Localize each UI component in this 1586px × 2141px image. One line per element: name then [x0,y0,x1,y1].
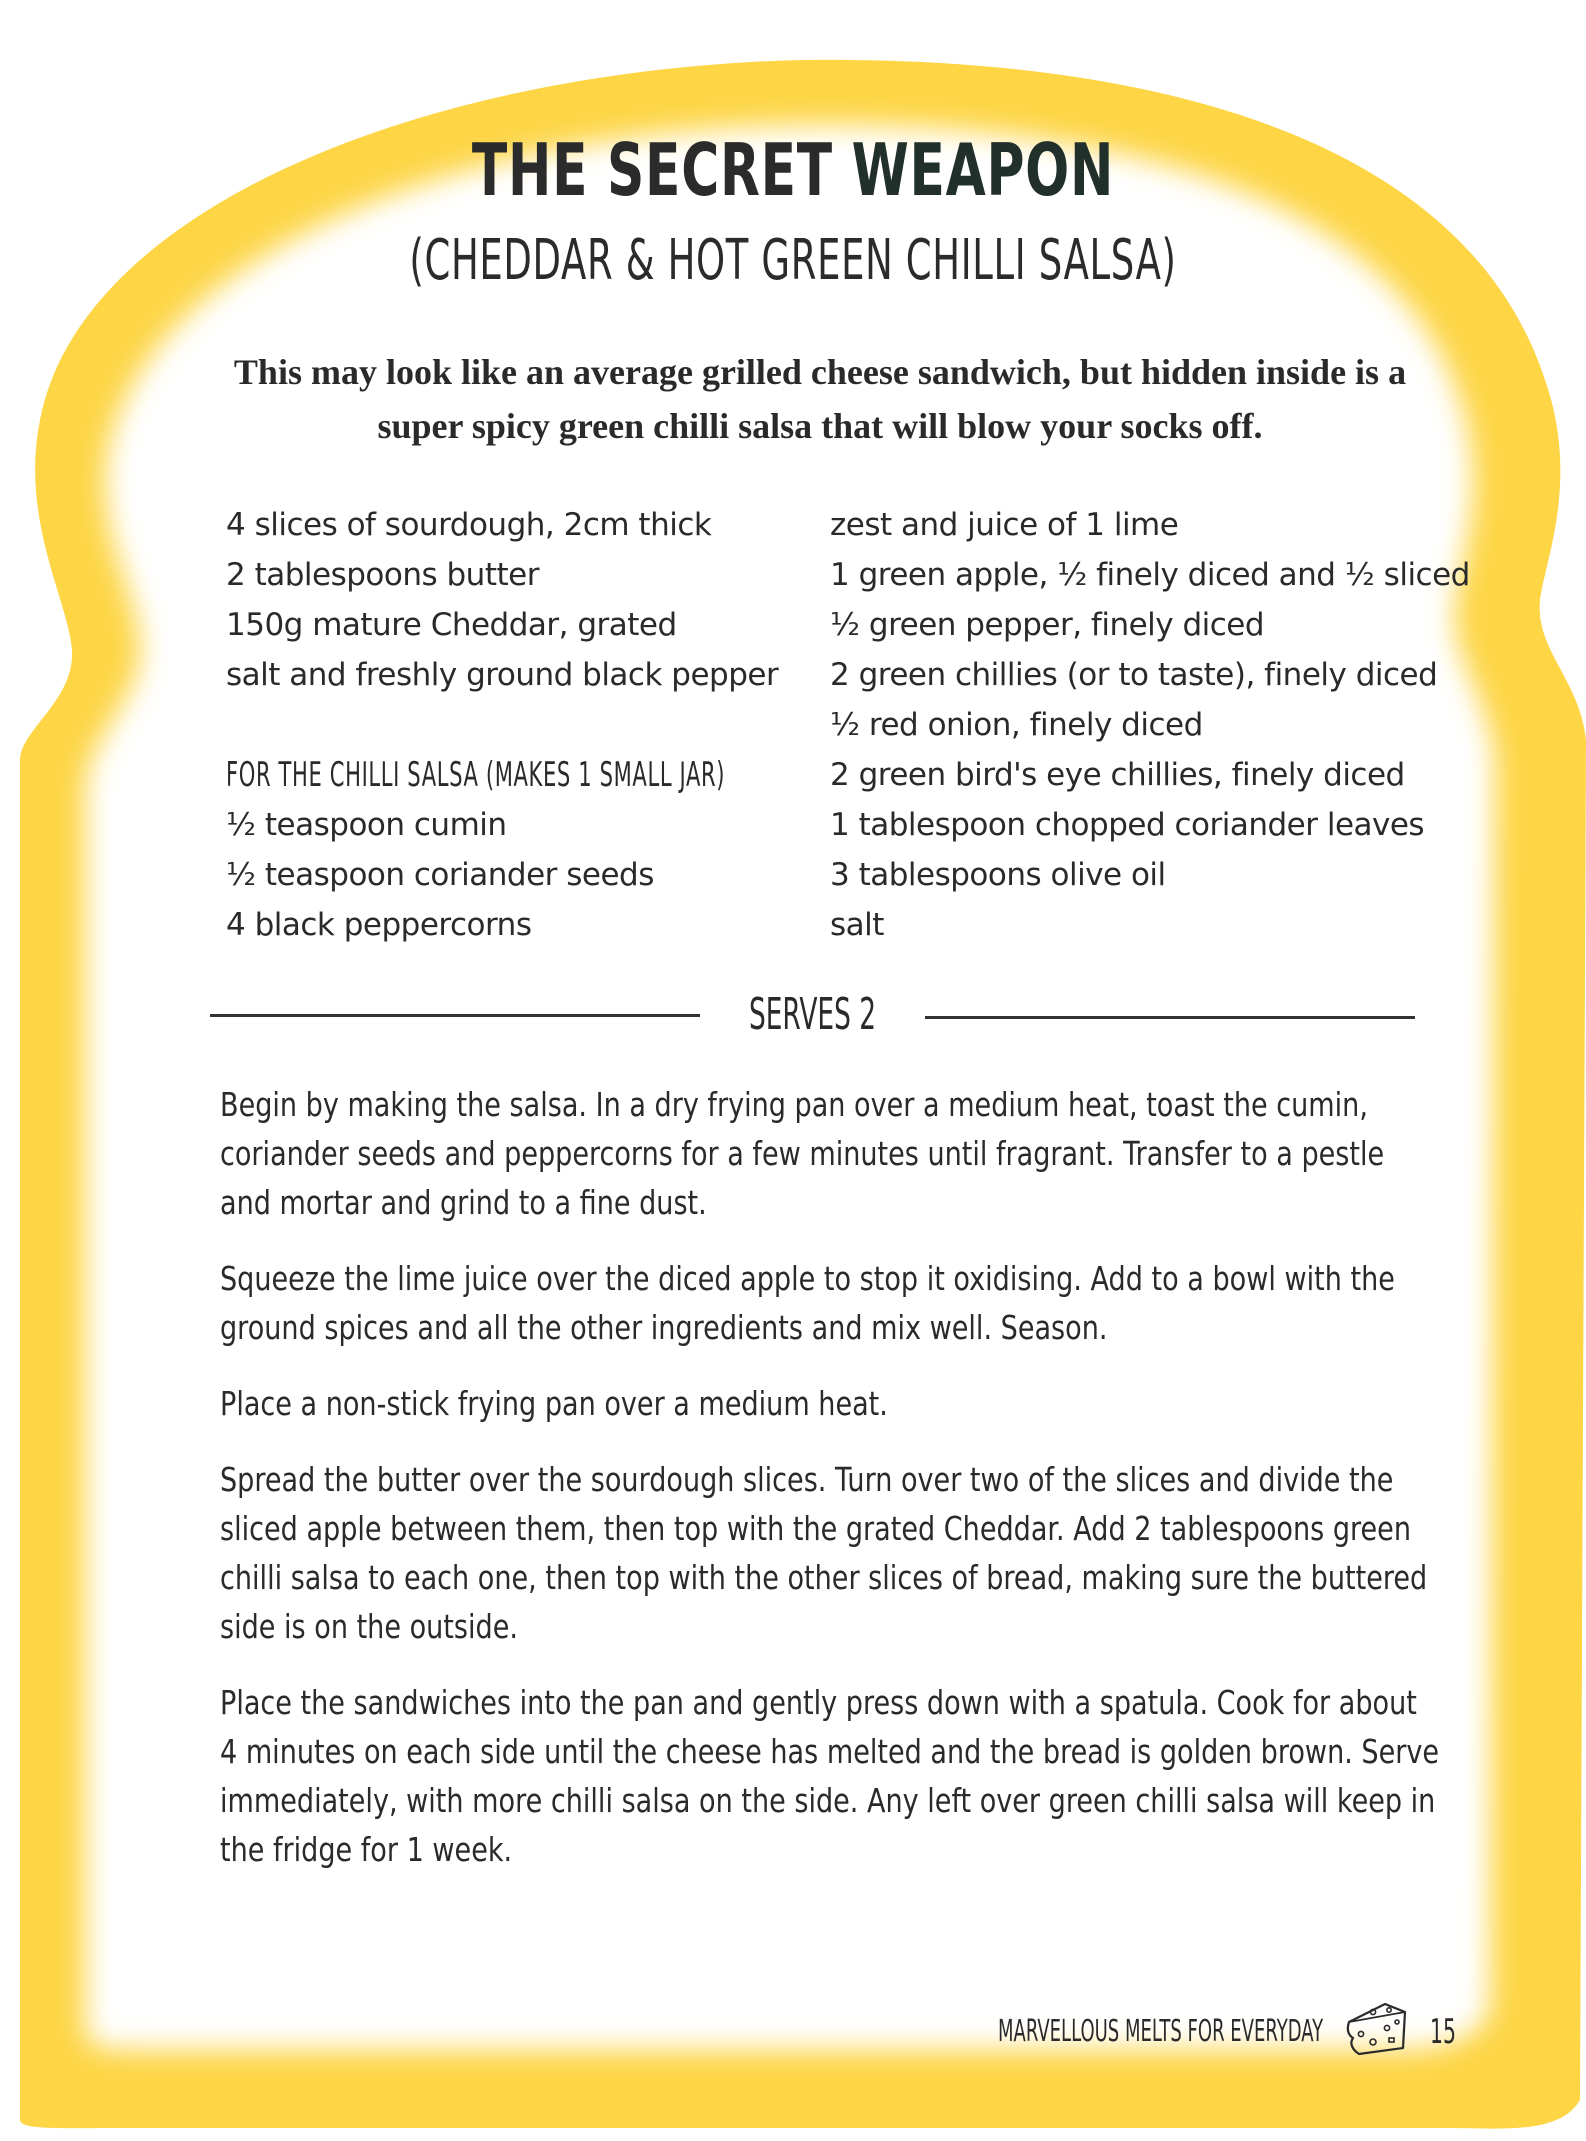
ingredient-item: salt [830,907,884,943]
recipe-intro: This may look like an average grilled cheese sandwich, but hidden inside is a super spicy green chilli salsa that will blow your socks off. [233,352,1407,446]
page-footer [990,2000,1470,2060]
ingredient-item: salt and freshly ground black pepper [226,657,779,693]
serves-divider [210,990,1410,1040]
ingredient-item: 1 tablespoon chopped coriander leaves [830,807,1425,843]
ingredient-item: 3 tablespoons olive oil [830,857,1166,893]
ingredients-right-column [830,500,1470,950]
method-step: Place a non-stick frying pan over a medium heat. [220,1384,888,1423]
method-steps [220,1080,1440,1901]
salsa-subheading: FOR THE CHILLI SALSA (MAKES 1 SMALL JAR) [226,755,726,795]
title-part-2: WEAPON [851,128,1115,212]
method-step: Squeeze the lime juice over the diced apple to stop it oxidising. Add to a bowl with the ground spices and all the other ingredients and mix well. Season. [220,1259,1395,1347]
ingredient-item: 4 slices of sourdough, 2cm thick [226,507,712,543]
ingredients-left-column [226,500,806,950]
divider-line-right [925,1016,1415,1019]
book-title: MARVELLOUS MELTS FOR EVERYDAY [998,2014,1324,2049]
ingredient-item: 2 tablespoons butter [226,557,539,593]
ingredient-item: 1 green apple, ½ finely diced and ½ sliced [830,557,1470,593]
divider-line-left [210,1014,700,1017]
recipe-title [222,128,1364,212]
ingredient-item: 150g mature Cheddar, grated [226,607,677,643]
spacer [226,700,806,750]
title-part-1: THE SECRET [471,128,833,212]
recipe-subtitle: (CHEDDAR & HOT GREEN CHILLI SALSA) [409,228,1177,293]
serves-label: SERVES 2 [748,989,877,1040]
ingredient-item: ½ teaspoon coriander seeds [226,857,654,893]
ingredient-item: ½ teaspoon cumin [226,807,507,843]
ingredient-item: ½ green pepper, finely diced [830,607,1265,643]
method-step: Place the sandwiches into the pan and gently press down with a spatula. Cook for about 4 minutes on each side until the cheese has melted and the bread is golden brown. Serve immediately, with more chilli salsa on the side. Any left over green chilli salsa will keep in the fridge for 1 week. [220,1683,1440,1869]
method-step: Spread the butter over the sourdough slices. Turn over two of the slices and divide the sliced apple between them, then top with the grated Cheddar. Add 2 tablespoons green chilli salsa to each one, then top with the other slices of bread, making sure the buttered side is on the outside. [220,1460,1428,1646]
page-number: 15 [1430,2012,1456,2052]
ingredient-item: zest and juice of 1 lime [830,507,1179,543]
ingredient-item: ½ red onion, finely diced [830,707,1203,743]
method-step: Begin by making the salsa. In a dry frying pan over a medium heat, toast the cumin, coriander seeds and peppercorns for a few minutes until fragrant. Transfer to a pestle and mortar and grind to a fine dust. [220,1085,1385,1222]
cheese-wedge-icon [1345,2000,1411,2058]
ingredient-item: 2 green chillies (or to taste), finely diced [830,657,1438,693]
ingredient-item: 4 black peppercorns [226,907,532,943]
ingredient-item: 2 green bird's eye chillies, finely diced [830,757,1405,793]
